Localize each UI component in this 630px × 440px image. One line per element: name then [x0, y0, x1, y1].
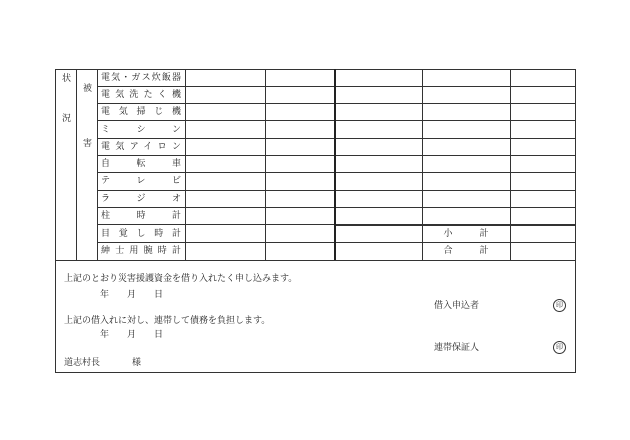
item-alarm-clock: 目覚し時計 [101, 229, 181, 239]
damage-label-hi: 被 [83, 84, 93, 94]
total-label: 合 計 [443, 246, 489, 256]
row-line-8 [97, 207, 575, 208]
item-bicycle: 自転車 [101, 159, 181, 169]
row-line-1 [97, 86, 575, 87]
guarantee-statement: 上記の借入れに対し、連帯して債務を負担します。 [64, 316, 271, 326]
row-line-5 [97, 155, 575, 156]
row-line-9-right [334, 225, 575, 226]
item-washing-machine: 電気洗たく機 [101, 90, 181, 100]
row-line-10 [97, 242, 575, 243]
addressee-title: 道志村長 [64, 358, 101, 368]
row-line-3 [97, 120, 575, 121]
item-vacuum-cleaner: 電気掃じ機 [101, 107, 181, 117]
subtotal-label: 小 計 [443, 229, 489, 239]
col-line-damage [97, 69, 98, 260]
table-top-border [55, 69, 575, 70]
item-iron: 電気アイロン [101, 142, 181, 152]
item-sewing-machine: ミシン [101, 125, 181, 135]
damage-label-gai: 害 [83, 139, 93, 149]
form-bottom-border [55, 372, 575, 373]
table-bottom-border [55, 260, 575, 261]
item-wall-clock: 柱時計 [101, 211, 181, 221]
status-label-jo: 状 [62, 74, 72, 84]
item-rice-cooker: 電気・ガス炊飯器 [101, 73, 181, 83]
item-radio: ラジオ [101, 194, 181, 204]
addressee-sama: 様 [132, 358, 142, 368]
status-label-kyo: 況 [62, 114, 72, 124]
form-right-border [575, 69, 576, 373]
col-line-a [265, 69, 266, 260]
col-line-status [76, 69, 77, 260]
row-line-4 [97, 138, 575, 139]
col-line-center [334, 69, 336, 260]
application-date: 年 月 日 [100, 290, 164, 300]
borrower-seal-mark: 印 [553, 299, 566, 312]
borrower-label: 借入申込者 [434, 301, 480, 311]
guarantor-seal-mark: 印 [553, 341, 566, 354]
item-television: テレビ [101, 176, 181, 186]
item-wristwatch: 紳士用腕時計 [101, 246, 181, 256]
form-left-border [55, 69, 56, 373]
col-line-c [510, 69, 511, 260]
guarantor-label: 連帯保証人 [434, 343, 480, 353]
application-statement: 上記のとおり災害援護資金を借り入れたく申し込みます。 [64, 274, 298, 284]
row-line-7 [97, 190, 575, 191]
row-line-6 [97, 172, 575, 173]
col-line-item [185, 69, 186, 260]
guarantee-date: 年 月 日 [100, 330, 164, 340]
row-line-2 [97, 103, 575, 104]
